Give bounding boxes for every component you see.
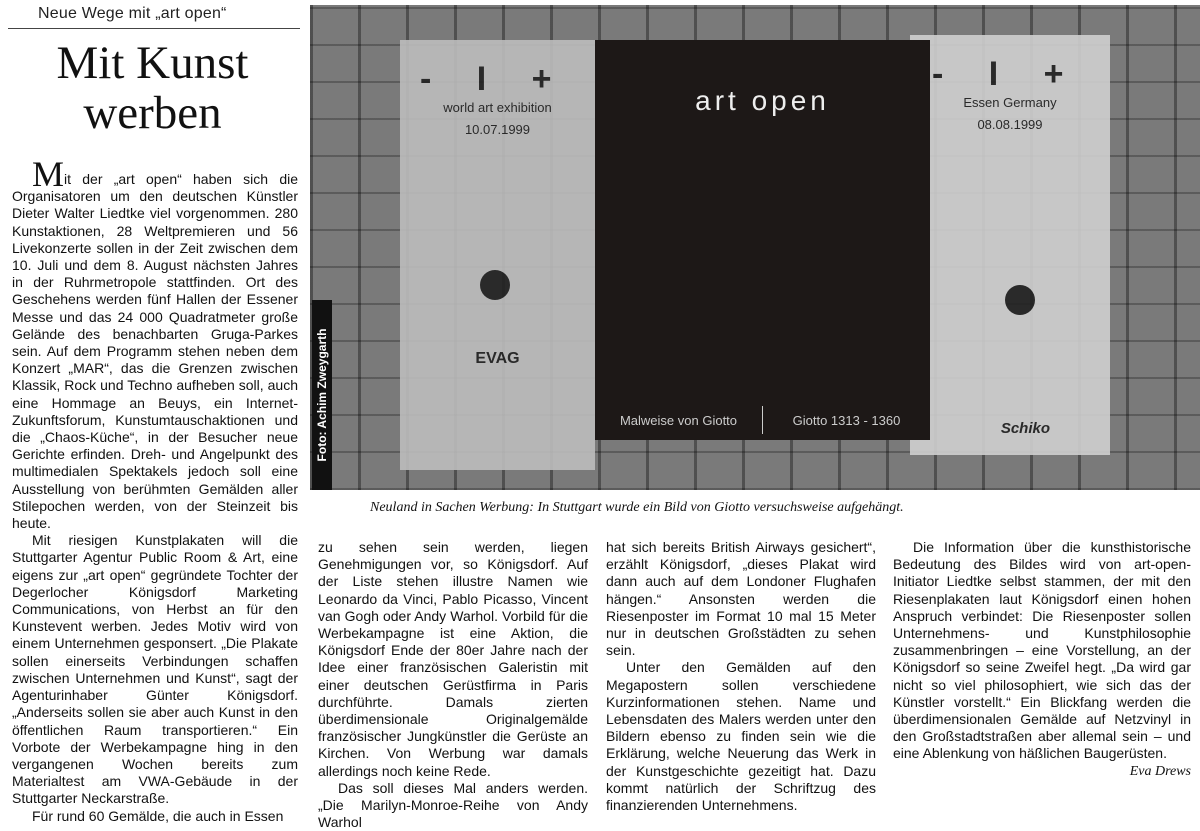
sponsor-logo-schiko: Schiko [1000,420,1050,437]
sponsor-logo-icon [1005,285,1035,315]
column-1 [12,154,298,825]
headline [0,38,305,138]
drop-cap: M [32,154,65,194]
left-poster-text: world art exhibition [443,100,552,115]
paragraph: Unter den Gemälden auf den Megapostern sollen verschiedene Kurzinformationen stehen. Name und Lebensdaten des Malers werden unter den Bildern ebenso zu finden sein wie die Erklärung, welche Neuerung das Werk in der Kunstgeschichte gezeitigt hat. Dazu kommt natürlich der Schriftzug des finanzierenden Unternehmens. [606,659,876,814]
column-2 [318,539,588,831]
giotto-poster [595,40,930,440]
sponsor-logo-evag: EVAG [475,350,520,367]
right-poster-signs: - I + [932,55,1082,93]
right-poster-text: Essen Germany [963,95,1057,110]
photo-credit-text: Foto: Achim Zweygarth [315,328,329,462]
poster-footer [595,400,930,440]
paragraph: hat sich bereits British Airways gesichert“, erzählt Königsdorf, „dieses Plakat wird dann auch auf dem Londoner Flughafen hängen.“ Ansonsten werden die Riesenposter im Format 10 mal 15 Meter nur in deutschen Großstädten zu sehen sein. [606,539,876,659]
paragraph: zu sehen sein werden, liegen Genehmigungen vor, so Königsdorf. Auf der Liste stehen illustre Namen wie Leonardo da Vinci, Pablo Picasso, Vincent van Gogh oder Andy Warhol. Vorbild für die Werbekampagne ist eine Aktion, die Königsdorf Ende der 80er Jahre nach der Idee einer französischen Galeristin mit einer deutschen Gerüstfirma in Paris durchführte. Damals zierten überdimensionale Originalgemälde französischer Jungkünstler die Gerüste an Kirchen. Von Werbung war damals allerdings noch keine Rede. [318,539,588,779]
kicker-divider [8,28,300,29]
left-poster-date: 10.07.1999 [464,122,531,137]
right-poster-date: 08.08.1999 [977,117,1043,132]
photo-caption: Neuland in Sachen Werbung: In Stuttgart wurde ein Bild von Giotto versuchsweise aufgehängt. [370,500,904,515]
paragraph: Mit riesigen Kunstplakaten will die Stuttgarter Agentur Public Room & Art, eine eigens zur „art open“ gegründete Tochter der Degerlocher Königsdorf Marketing Communications, von Herbst an für den Kunstevent werben. Jedes Motiv wird von einem Unternehmen gesponsert. „Die Plakate sollen einerseits Verbindungen schaffen zwischen Unternehmen und Kunst“, sagt der Agenturinhaber Günter Königsdorf. „Anderseits sollen sie aber auch Kunst in den öffentlichen Raum transportieren.“ Ein Vorbote der Werbekampagne hing in den vergangenen Wochen bereits zum Materialtest am VWA-Gebäude in der Stuttgarter Neckarstraße. [12,532,298,807]
column-4 [893,539,1191,780]
poster-title: art open [695,85,830,116]
left-poster-signs: - I + [420,60,570,98]
headline-line-2: werben [83,87,222,139]
kicker: Neue Wege mit „art open“ [38,5,227,22]
article-photo [310,5,1200,490]
headline-line-1: Mit Kunst [56,37,249,89]
photo-credit [312,300,332,490]
paragraph: Die Information über die kunsthistorische Bedeutung des Bildes wird von art-open-Initiator Liedtke selbst stammen, der mit den Riesenplakaten laut Königsdorf einen hohen Anspruch verbindet: Die Riesenposter sollen Unternehmens- und Kunstphilosophie zusammenbringen – eine Vorstellung, an der Königsdorf so seine Zweifel hegt. „Da wird gar nicht so viel philosophiert, wie sich das der Künstler vorstellt.“ Ein Blickfang werden die überdimensionalen Gemälde auf Netzvinyl in den Großstadtstraßen aber allemal sein – und eine Ablenkung von häßlichen Baugerüsten. [893,539,1191,762]
column-3 [606,539,876,814]
paragraph: Das soll dieses Mal anders werden. „Die Marilyn-Monroe-Reihe von Andy Warhol [318,779,588,831]
right-poster [910,35,1110,455]
paragraph: Für rund 60 Gemälde, die auch in Essen [32,807,284,824]
poster-label-left: Malweise von Giotto [619,412,738,428]
sponsor-logo-icon [480,270,510,300]
paragraph-text: it der „art open“ haben sich die Organisatoren um den deutschen Künstler Dieter Walter Liedtke viel vorgenommen. 280 Kunstaktionen, 28 Weltpremieren und 56 Livekonzerte sollen in der Zeit zwischen dem 10. Juli und dem 8. August nächsten Jahres in der Ruhrmetropole stattfinden. Ort des Geschehens werden fünf Hallen der Essener Messe und das 24 000 Quadratmeter große Gelände des benachbarten Gruga-Parkes sein. Auf dem Programm stehen neben dem Konzert „MAR“, das die Grenzen zwischen Klassik, Rock und Techno aufheben soll, auch eine Hommage an Beuys, ein Internet-Zukunftsforum, Kunstumtauschaktionen und die „Chaos-Küche“, in der Besucher neue Gerichte erfinden. Dreh- und Angelpunkt des multimedialen Spektakels jedoch soll eine Ausstellung von berühmten Gemälden aller Stilepochen werden, von der Steinzeit bis heute. [12,171,298,532]
left-poster [400,40,595,470]
poster-label-right: Giotto 1313 - 1360 [792,412,901,428]
paragraph [12,154,298,532]
author-byline: Eva Drews [1129,763,1191,779]
